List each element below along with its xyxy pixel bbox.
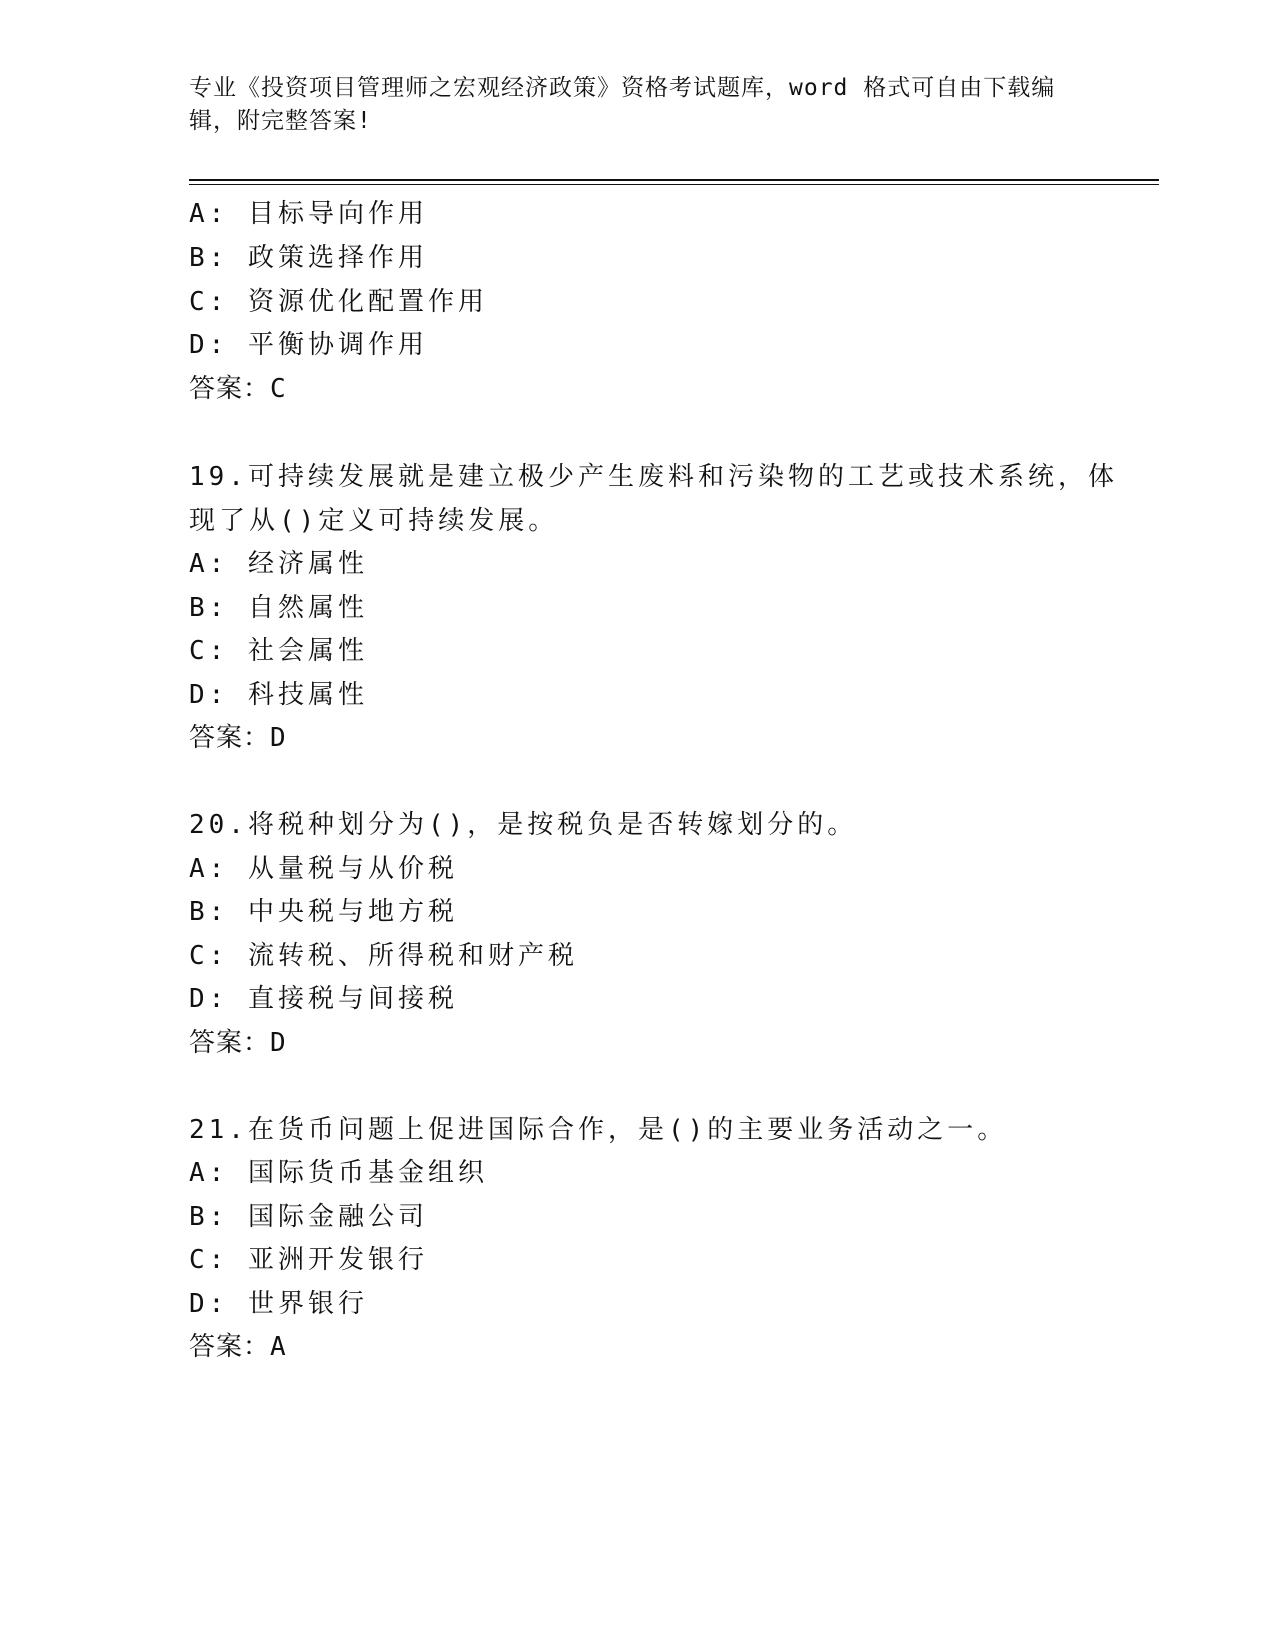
- option-text: 中央税与地方税: [247, 897, 458, 927]
- option-letter: B: [189, 897, 209, 927]
- question-19-text-line-1: [189, 460, 1118, 494]
- option-a: [189, 197, 428, 231]
- question-text: 现了从()定义可持续发展。: [189, 506, 559, 536]
- option-text: 科技属性: [247, 680, 368, 710]
- header-divider-thin: [189, 184, 1159, 185]
- option-d: [189, 1287, 368, 1321]
- question-number: 20.: [189, 810, 248, 840]
- option-b: [189, 591, 368, 625]
- option-d: [189, 328, 428, 362]
- question-19-text-line-2: [189, 504, 558, 538]
- question-number: 21.: [189, 1115, 248, 1145]
- option-letter: B: [189, 243, 209, 273]
- answer-label: 答案：: [189, 1332, 271, 1362]
- option-letter: D: [189, 330, 209, 360]
- option-letter: C: [189, 287, 209, 317]
- option-letter: C: [189, 941, 209, 971]
- option-letter: D: [189, 984, 209, 1014]
- question-21-text-line-1: [189, 1113, 1007, 1147]
- option-separator: :: [208, 1158, 229, 1188]
- header-line-1: 专业《投资项目管理师之宏观经济政策》资格考试题库，word 格式可自由下载编: [189, 75, 1056, 101]
- option-letter: B: [189, 1202, 209, 1232]
- option-a: [189, 547, 368, 581]
- option-separator: :: [208, 897, 229, 927]
- option-separator: :: [208, 636, 229, 666]
- option-a: [189, 852, 458, 886]
- question-text: 可持续发展就是建立极少产生废料和污染物的工艺或技术系统，体: [247, 462, 1118, 492]
- answer-value: A: [270, 1332, 287, 1362]
- option-text: 自然属性: [247, 593, 368, 623]
- option-separator: :: [208, 243, 229, 273]
- answer-value: D: [270, 723, 287, 753]
- answer-line: [189, 372, 287, 406]
- option-separator: :: [208, 593, 229, 623]
- option-c: [189, 1243, 428, 1277]
- option-separator: :: [208, 1289, 229, 1319]
- option-text: 目标导向作用: [247, 199, 428, 229]
- question-text: 将税种划分为()，是按税负是否转嫁划分的。: [247, 810, 858, 840]
- option-letter: C: [189, 636, 209, 666]
- option-a: [189, 1156, 488, 1190]
- answer-label: 答案：: [189, 723, 271, 753]
- option-separator: :: [208, 984, 229, 1014]
- option-letter: A: [189, 549, 209, 579]
- option-c: [189, 939, 578, 973]
- option-separator: :: [208, 287, 229, 317]
- option-text: 社会属性: [247, 636, 368, 666]
- answer-line: [189, 1026, 287, 1060]
- answer-value: C: [270, 374, 287, 404]
- option-c: [189, 634, 368, 668]
- option-text: 流转税、所得税和财产税: [247, 941, 578, 971]
- option-separator: :: [208, 680, 229, 710]
- option-d: [189, 982, 458, 1016]
- answer-label: 答案：: [189, 1028, 271, 1058]
- option-text: 从量税与从价税: [247, 854, 458, 884]
- answer-value: D: [270, 1028, 287, 1058]
- answer-line: [189, 1330, 287, 1364]
- option-text: 直接税与间接税: [247, 984, 458, 1014]
- question-text: 在货币问题上促进国际合作，是()的主要业务活动之一。: [247, 1115, 1008, 1145]
- option-text: 国际金融公司: [247, 1202, 428, 1232]
- option-letter: A: [189, 854, 209, 884]
- option-letter: C: [189, 1245, 209, 1275]
- question-20-text-line-1: [189, 808, 857, 842]
- option-text: 国际货币基金组织: [247, 1158, 488, 1188]
- option-letter: B: [189, 593, 209, 623]
- option-text: 政策选择作用: [247, 243, 428, 273]
- option-letter: A: [189, 199, 209, 229]
- option-text: 亚洲开发银行: [247, 1245, 428, 1275]
- option-text: 资源优化配置作用: [247, 287, 488, 317]
- option-text: 世界银行: [247, 1289, 368, 1319]
- document-header: [189, 72, 1079, 138]
- option-letter: D: [189, 680, 209, 710]
- option-text: 平衡协调作用: [247, 330, 428, 360]
- option-c: [189, 285, 488, 319]
- option-separator: :: [208, 549, 229, 579]
- option-b: [189, 1200, 428, 1234]
- option-text: 经济属性: [247, 549, 368, 579]
- option-b: [189, 895, 458, 929]
- question-number: 19.: [189, 462, 248, 492]
- option-letter: A: [189, 1158, 209, 1188]
- option-separator: :: [208, 854, 229, 884]
- header-line-2: 辑，附完整答案!: [189, 108, 372, 134]
- answer-line: [189, 721, 287, 755]
- answer-label: 答案：: [189, 374, 271, 404]
- option-separator: :: [208, 330, 229, 360]
- option-separator: :: [208, 1245, 229, 1275]
- option-d: [189, 678, 368, 712]
- option-separator: :: [208, 941, 229, 971]
- option-b: [189, 241, 428, 275]
- option-separator: :: [208, 199, 229, 229]
- header-divider-thick: [189, 179, 1159, 181]
- option-letter: D: [189, 1289, 209, 1319]
- option-separator: :: [208, 1202, 229, 1232]
